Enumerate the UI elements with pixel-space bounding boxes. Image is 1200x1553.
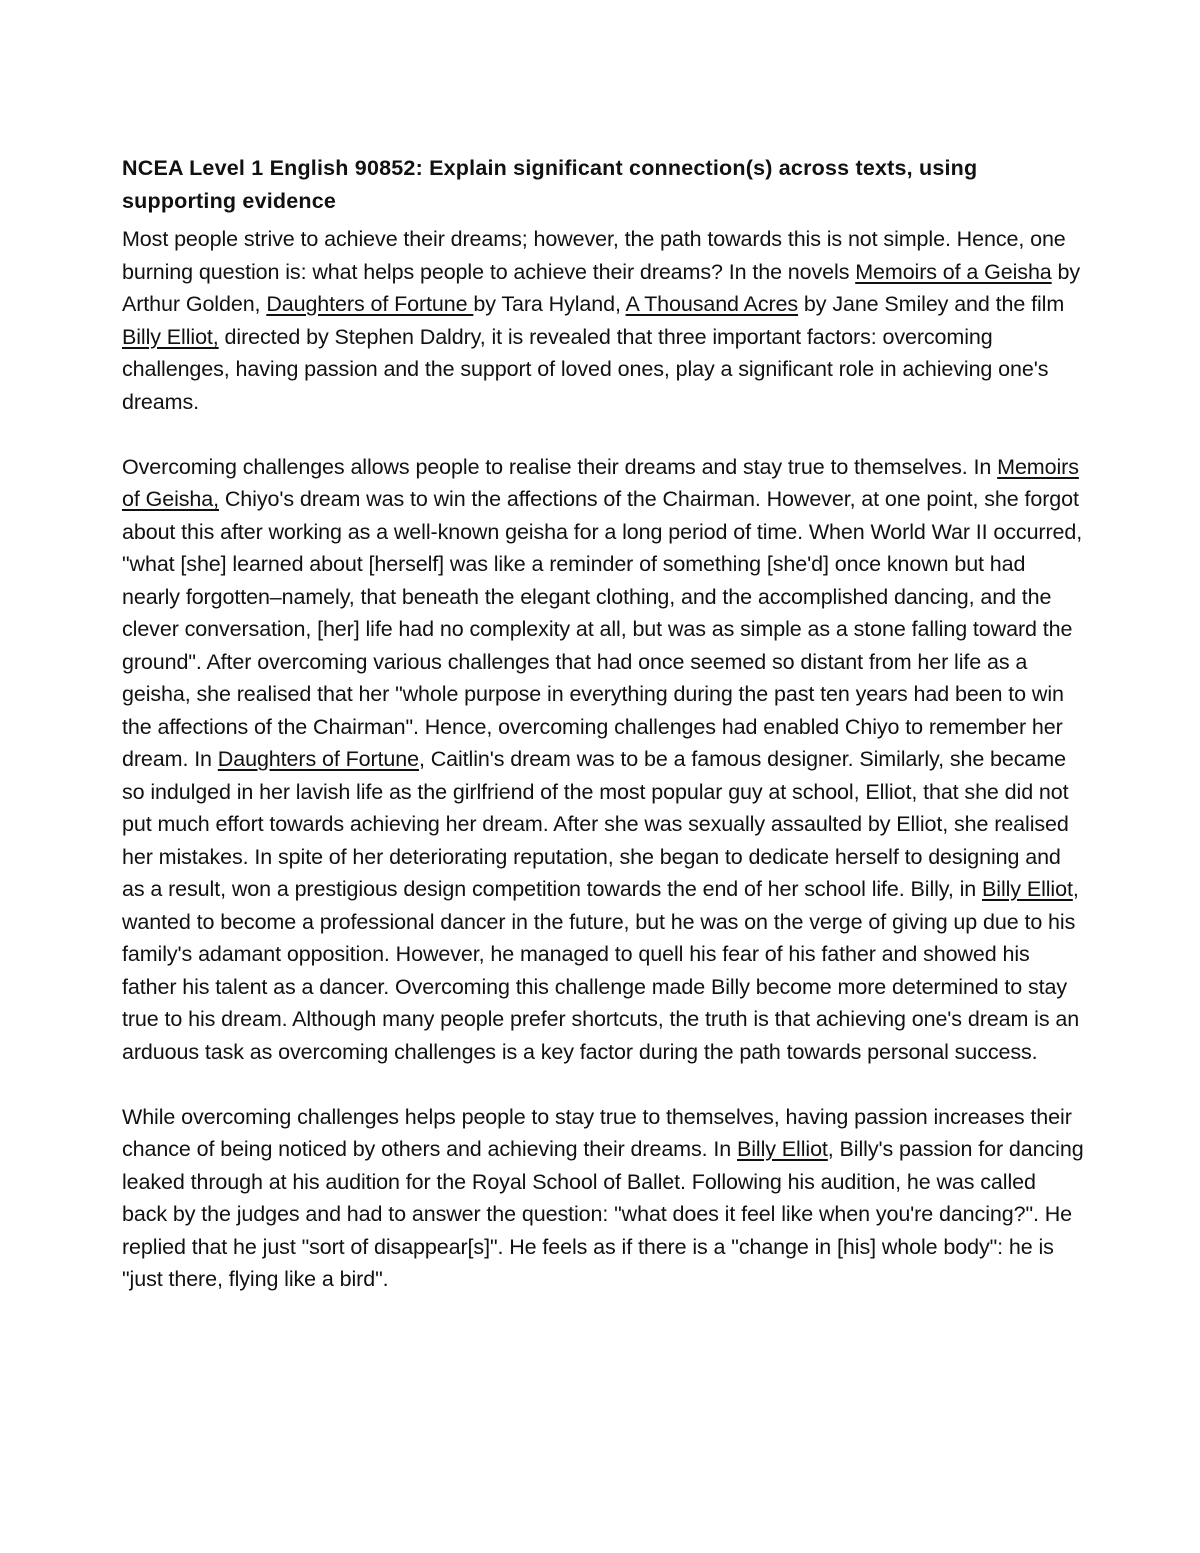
text-run: Most people strive to achieve their dreams; however, the path towards this is not simple. Hence, one burning question is: what helps people to achieve their dreams? In the novels [122,227,1066,284]
paragraph-gap [122,1068,1084,1101]
text-run: by Arthur Golden, [122,259,1081,316]
title-reference: Billy Elliot, [122,324,219,349]
text-run: Chiyo's dream was to win the affections of the Chairman. However, at one point, she forgot about this after working as a well-known geisha for a long period of time. When World War II occurred, "what [she] learned about [herself] was like a reminder of something [she'd] once known but had nearly forgotten–namely, that beneath the elegant clothing, and the accomplished dancing, and the clever conversation, [her] life had no complexity at all, but was as simple as a stone falling toward the ground". After overcoming various challenges that had once seemed so distant from her life as a geisha, she realised that her "whole purpose in everything during the past ten years had been to win the affections of the Chairman". Hence, overcoming challenges had enabled Chiyo to remember her dream. In [122,487,1083,771]
text-run: , wanted to become a professional dancer in the future, but he was on the verge of giving up due to his family's adamant opposition. However, he managed to quell his fear of his father and showed his father his talent as a dancer. Overcoming this challenge made Billy become more determined to stay true to his dream. Although many people prefer shortcuts, the truth is that achieving one's dream is an arduous task as overcoming challenges is a key factor during the path towards personal success. [122,877,1080,1064]
document-title: NCEA Level 1 English 90852: Explain significant connection(s) across texts, using supporting evidence [122,156,978,213]
title-reference: A Thousand Acres [625,292,799,316]
text-run: , Caitlin's dream was to be a famous designer. Similarly, she became so indulged in her lavish life as the girlfriend of the most popular guy at school, Elliot, that she did not put much effort towards achieving her dream. After she was sexually assaulted by Elliot, she realised her mistakes. In spite of her deteriorating reputation, she began to dedicate herself to designing and as a result, won a prestigious design competition towards the end of her school life. Billy, in [122,747,1069,901]
document-body [122,223,1084,1296]
text-run: directed by Stephen Daldry, it is revealed that three important factors: overcoming challenges, having passion and the support of loved ones, play a significant role in achieving one's dreams. [122,324,1049,414]
paragraph-2 [122,451,1084,1069]
paragraph-3 [122,1101,1084,1296]
text-run: While overcoming challenges helps people to stay true to themselves, having passion increases their chance of being noticed by others and achieving their dreams. In [122,1104,1072,1161]
title-reference: Daughters of Fortune [266,292,474,316]
text-run: , Billy's passion for dancing leaked through at his audition for the Royal School of Ballet. Following his audition, he was called back by the judges and had to answer the question: "what does it feel like when you're dancing?". He replied that he just "sort of disappear[s]". He feels as if there is a "change in [his] whole body": he is "just there, flying like a bird". [122,1137,1084,1291]
paragraph-1 [122,223,1084,418]
title-reference: Memoirs of a Geisha [855,259,1052,284]
document-page [122,152,1084,1296]
title-reference: Billy Elliot [737,1137,828,1161]
text-run: by Tara Hyland, [473,292,626,316]
title-reference: Billy Elliot [982,877,1073,901]
paragraph-gap [122,418,1084,451]
text-run: by Jane Smiley and the film [798,292,1065,316]
title-reference: Memoirs of Geisha, [122,454,1079,511]
text-run: Overcoming challenges allows people to realise their dreams and stay true to themselves. In [122,454,998,479]
title-reference: Daughters of Fortune [217,747,419,771]
